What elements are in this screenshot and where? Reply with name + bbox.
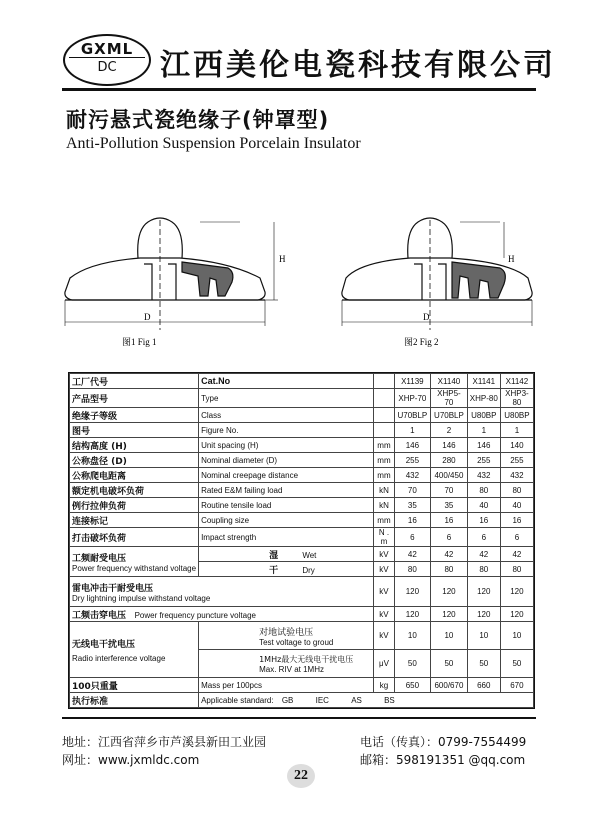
row-unit: kN	[374, 498, 394, 513]
riv-test-unit: kV	[374, 622, 394, 650]
table-row	[70, 389, 534, 408]
company-logo	[63, 34, 151, 86]
table-row-weight	[70, 678, 534, 693]
value-cell: 6	[467, 528, 500, 547]
value-cell: 42	[431, 547, 468, 562]
value-cell: U70BLP	[431, 408, 468, 423]
fig2-caption: 图2 Fig 2	[404, 337, 439, 347]
riv-max-cn: 1MHz最大无线电干扰电压	[259, 654, 354, 664]
footer-email[interactable]: 邮箱：598191351 @qq.com	[360, 753, 526, 767]
value-cell: 600/670	[431, 678, 468, 693]
value-cell: XHP-80	[467, 389, 500, 408]
riv-en: Radio interference voltage	[72, 653, 166, 663]
row-label-cn: 连接标记	[70, 513, 199, 528]
value-cell: 80	[500, 562, 533, 577]
value-cell: 35	[394, 498, 431, 513]
standard-code: AS	[351, 695, 362, 705]
footer-address: 地址：江西省萍乡市芦溪县新田工业园	[62, 735, 267, 749]
table-row-pf-wet	[70, 547, 534, 562]
value-cell: 80	[394, 562, 431, 577]
table-row-puncture	[70, 607, 534, 622]
value-cell: 35	[431, 498, 468, 513]
company-name: 江西美伦电瓷科技有限公司	[160, 48, 556, 83]
table-row	[70, 528, 534, 547]
table-row	[70, 513, 534, 528]
value-cell: 70	[431, 483, 468, 498]
weight-cn: 100只重量	[70, 678, 199, 693]
value-cell: 432	[500, 468, 533, 483]
lightning-unit: kV	[374, 577, 394, 607]
value-cell: 120	[431, 607, 468, 622]
catno-cell: X1141	[467, 374, 500, 389]
pf-wet-cn: 湿	[269, 550, 279, 561]
value-cell: 120	[467, 577, 500, 607]
table-row	[70, 453, 534, 468]
value-cell: 670	[500, 678, 533, 693]
row-label-cn: 公称盘径 (D)	[70, 453, 199, 468]
logo-text-top: GXML	[80, 40, 134, 58]
value-cell: 120	[394, 607, 431, 622]
logo-divider	[69, 57, 145, 58]
catno-cell: X1142	[500, 374, 533, 389]
puncture-cn: 工频击穿电压	[72, 610, 127, 621]
footer-website[interactable]: 网址：www.jxmldc.com	[62, 753, 200, 767]
row-unit: mm	[374, 468, 394, 483]
riv-max-unit: μV	[374, 650, 394, 678]
riv-max-en: Max. RIV at 1MHz	[259, 664, 324, 674]
value-cell: 50	[394, 650, 431, 678]
figure-1-drawing	[65, 218, 278, 330]
figure-2-drawing	[342, 218, 532, 330]
row-label-en: Class	[199, 408, 374, 423]
fig2-d-label: D	[423, 312, 430, 322]
value-cell: 280	[431, 453, 468, 468]
value-cell: XHP-70	[394, 389, 431, 408]
pf-unit: kV	[374, 562, 394, 577]
value-cell: 50	[431, 650, 468, 678]
value-cell: 50	[500, 650, 533, 678]
row-unit: kN	[374, 483, 394, 498]
page-number: 22	[287, 764, 315, 788]
value-cell: 146	[467, 438, 500, 453]
row-label-en: Nominal creepage distance	[199, 468, 374, 483]
table-row-lightning	[70, 577, 534, 607]
row-label-en: Rated E&M failing load	[199, 483, 374, 498]
value-cell: 660	[467, 678, 500, 693]
value-cell: 40	[467, 498, 500, 513]
value-cell: 16	[467, 513, 500, 528]
simple-rows	[70, 389, 534, 547]
value-cell: 1	[467, 423, 500, 438]
riv-test-cn: 对地试验电压	[259, 627, 314, 638]
value-cell: 255	[467, 453, 500, 468]
standard-code: IEC	[315, 695, 329, 705]
header-rule	[62, 88, 536, 91]
pf-unit: kV	[374, 547, 394, 562]
table-row	[70, 483, 534, 498]
lightning-en: Dry lightning impulse withstand voltage	[72, 593, 211, 603]
value-cell: 6	[431, 528, 468, 547]
value-cell: 10	[431, 622, 468, 650]
catno-cell: X1140	[431, 374, 468, 389]
table-row	[70, 408, 534, 423]
value-cell: U70BLP	[394, 408, 431, 423]
row-label-en: Impact strength	[199, 528, 374, 547]
row-unit	[374, 408, 394, 423]
standard-cn: 执行标准	[70, 693, 199, 708]
table-row	[70, 498, 534, 513]
value-cell: 6	[500, 528, 533, 547]
fig2-h-label: H	[508, 254, 515, 264]
value-cell: 10	[394, 622, 431, 650]
row-label-cn: 例行拉伸负荷	[70, 498, 199, 513]
header-en: Cat.No	[199, 374, 374, 389]
value-cell: 16	[431, 513, 468, 528]
value-cell: 80	[500, 483, 533, 498]
value-cell: 70	[394, 483, 431, 498]
table-header-row	[70, 374, 534, 389]
row-label-en: Figure No.	[199, 423, 374, 438]
table-row-standard	[70, 693, 534, 708]
value-cell: U80BP	[500, 408, 533, 423]
row-label-cn: 额定机电破坏负荷	[70, 483, 199, 498]
row-label-cn: 结构高度 (H)	[70, 438, 199, 453]
fig1-caption: 图1 Fig 1	[122, 337, 157, 347]
value-cell: 40	[500, 498, 533, 513]
row-label-en: Coupling size	[199, 513, 374, 528]
lightning-cn: 雷电冲击干耐受电压	[72, 583, 154, 594]
table-row-riv-test	[70, 622, 534, 650]
value-cell: 255	[500, 453, 533, 468]
row-label-cn: 产品型号	[70, 389, 199, 408]
pf-dry-en: Dry	[302, 565, 315, 575]
row-unit: mm	[374, 438, 394, 453]
row-label-en: Unit spacing (H)	[199, 438, 374, 453]
pf-cn: 工频耐受电压	[72, 553, 127, 564]
table-row	[70, 468, 534, 483]
row-label-cn: 绝缘子等级	[70, 408, 199, 423]
weight-en: Mass per 100pcs	[199, 678, 374, 693]
value-cell: 120	[500, 607, 533, 622]
pf-dry-cn: 干	[269, 565, 279, 576]
value-cell: 10	[500, 622, 533, 650]
value-cell: 42	[394, 547, 431, 562]
value-cell: 120	[467, 607, 500, 622]
value-cell: 120	[500, 577, 533, 607]
standard-code: BS	[384, 695, 395, 705]
header-cn: 工厂代号	[70, 374, 199, 389]
value-cell: 140	[500, 438, 533, 453]
value-cell: 146	[431, 438, 468, 453]
row-label-en: Type	[199, 389, 374, 408]
value-cell: 42	[500, 547, 533, 562]
weight-unit: kg	[374, 678, 394, 693]
footer-phone: 电话（传真）：0799-7554499	[360, 735, 527, 749]
row-unit	[374, 389, 394, 408]
value-cell: XHP3-80	[500, 389, 533, 408]
row-label-en: Nominal diameter (D)	[199, 453, 374, 468]
value-cell: 1	[500, 423, 533, 438]
row-unit	[374, 423, 394, 438]
row-unit: mm	[374, 453, 394, 468]
pf-en: Power frequency withstand voltage	[72, 563, 197, 573]
riv-cn: 无线电干扰电压	[72, 639, 136, 650]
riv-test-en: Test voltage to groud	[259, 637, 334, 647]
value-cell: 146	[394, 438, 431, 453]
row-label-cn: 图号	[70, 423, 199, 438]
value-cell: 16	[394, 513, 431, 528]
pf-wet-en: Wet	[302, 550, 317, 560]
value-cell: 50	[467, 650, 500, 678]
value-cell: 1	[394, 423, 431, 438]
puncture-unit: kV	[374, 607, 394, 622]
insulator-drawings	[60, 200, 540, 360]
standard-code: GB	[281, 695, 294, 705]
row-label-cn: 打击破坏负荷	[70, 528, 199, 547]
value-cell: 120	[431, 577, 468, 607]
value-cell: 432	[394, 468, 431, 483]
value-cell: 80	[467, 483, 500, 498]
standard-en: Applicable standard:	[201, 695, 274, 705]
fig1-h-label: H	[279, 254, 286, 264]
table-row	[70, 423, 534, 438]
value-cell: 10	[467, 622, 500, 650]
spec-table	[68, 372, 535, 709]
value-cell: 80	[467, 562, 500, 577]
row-unit: N . m	[374, 528, 394, 547]
catno-cell: X1139	[394, 374, 431, 389]
value-cell: 432	[467, 468, 500, 483]
table-row	[70, 438, 534, 453]
value-cell: 16	[500, 513, 533, 528]
logo-text-bottom: DC	[97, 60, 117, 75]
value-cell: 650	[394, 678, 431, 693]
value-cell: U80BP	[467, 408, 500, 423]
value-cell: 2	[431, 423, 468, 438]
puncture-en: Power frequency puncture voltage	[134, 610, 256, 620]
title-chinese: 耐污悬式瓷绝缘子(钟罩型)	[66, 108, 330, 132]
fig1-d-label: D	[144, 312, 151, 322]
title-english: Anti-Pollution Suspension Porcelain Insulator	[66, 135, 361, 152]
row-label-en: Routine tensile load	[199, 498, 374, 513]
row-label-cn: 公称爬电距离	[70, 468, 199, 483]
value-cell: 400/450	[431, 468, 468, 483]
value-cell: XHP5-70	[431, 389, 468, 408]
value-cell: 120	[394, 577, 431, 607]
value-cell: 42	[467, 547, 500, 562]
value-cell: 255	[394, 453, 431, 468]
value-cell: 6	[394, 528, 431, 547]
row-unit: mm	[374, 513, 394, 528]
value-cell: 80	[431, 562, 468, 577]
footer-rule	[62, 717, 536, 719]
